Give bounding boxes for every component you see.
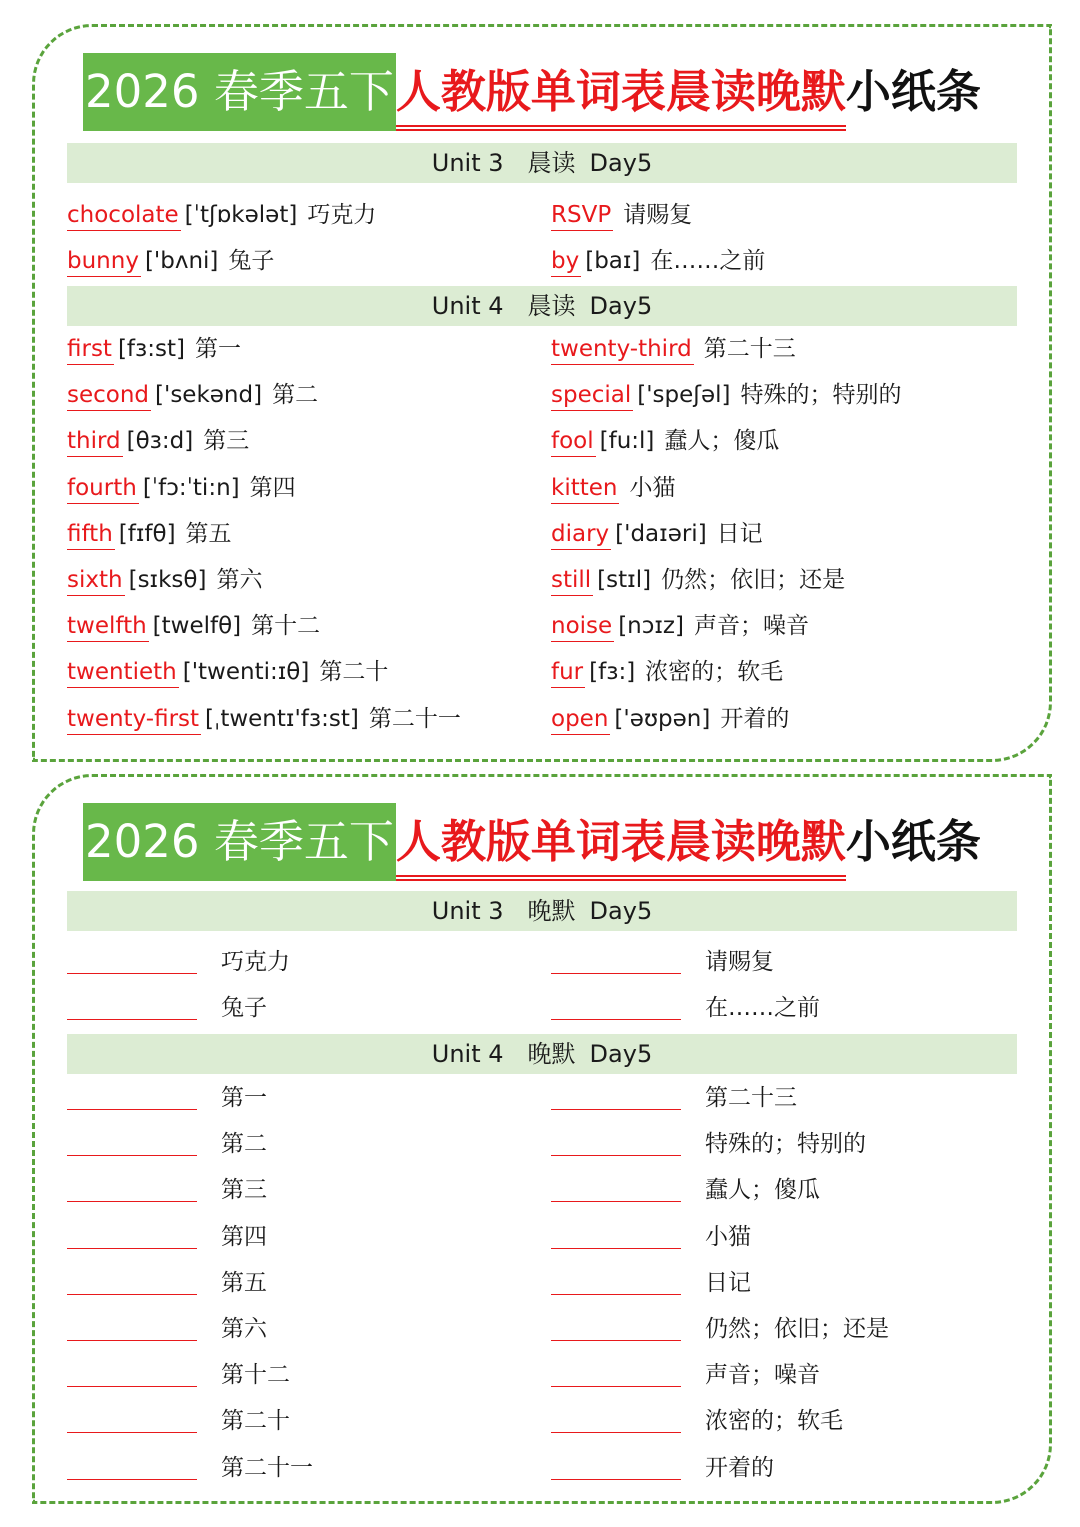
- english-word: twelfth: [67, 611, 149, 642]
- answer-blank[interactable]: [551, 1248, 681, 1249]
- chinese-prompt: 蠢人；傻瓜: [705, 1177, 820, 1204]
- chinese-meaning: 第四: [249, 474, 296, 501]
- title-green-part: 2026 春季五下: [83, 803, 396, 881]
- title-red-part: 人教版单词表晨读晚默: [396, 803, 846, 881]
- answer-blank[interactable]: [551, 1201, 681, 1202]
- chinese-prompt: 第二十一: [221, 1454, 313, 1481]
- day-label: Day5: [589, 897, 653, 925]
- english-word: sixth: [67, 565, 125, 596]
- chinese-meaning: 仍然；依旧；还是: [661, 567, 846, 593]
- phonetic: [fɪfθ]: [118, 520, 176, 547]
- word-entry: [67, 560, 262, 600]
- word-entry: [67, 652, 388, 692]
- chinese-meaning: 第二十三: [703, 336, 796, 362]
- answer-blank[interactable]: [67, 1155, 197, 1156]
- unit-label: Unit 3: [431, 149, 504, 177]
- mode-label: 晨读: [527, 292, 576, 320]
- unit3-morning-header: [67, 143, 1017, 183]
- title-red-part: 人教版单词表晨读晚默: [396, 53, 846, 131]
- day-label: Day5: [589, 149, 653, 177]
- english-word: by: [551, 246, 581, 277]
- chinese-meaning: 特殊的；特别的: [740, 382, 902, 409]
- english-word: twenty-first: [67, 704, 201, 735]
- phonetic: [ˈtʃɒkələt]: [184, 202, 298, 228]
- answer-blank[interactable]: [551, 973, 681, 974]
- answer-blank[interactable]: [67, 1432, 197, 1433]
- phonetic: [θɜ:d]: [126, 428, 194, 455]
- phonetic: [ˈfɔ:ˈti:n]: [142, 474, 240, 501]
- day-label: Day5: [589, 1040, 653, 1068]
- chinese-prompt: 在……之前: [705, 995, 820, 1022]
- phonetic: [ˌtwentɪ'fɜ:st]: [205, 705, 359, 732]
- answer-blank[interactable]: [67, 1294, 197, 1295]
- chinese-meaning: 小猫: [629, 474, 676, 501]
- english-word: twenty-third: [551, 334, 694, 365]
- chinese-prompt: 开着的: [705, 1454, 774, 1481]
- chinese-meaning: 第三: [203, 428, 250, 455]
- chinese-meaning: 第二十一: [368, 705, 461, 732]
- chinese-meaning: 兔子: [228, 248, 275, 275]
- word-entry: [551, 375, 902, 415]
- phonetic: [sɪksθ]: [128, 567, 207, 593]
- answer-blank[interactable]: [551, 1432, 681, 1433]
- chinese-meaning: 巧克力: [307, 202, 377, 228]
- word-entry: [551, 652, 783, 692]
- english-word: fourth: [67, 473, 139, 504]
- english-word: bunny: [67, 246, 141, 277]
- phonetic: [baɪ]: [585, 248, 641, 275]
- chinese-prompt: 第六: [221, 1316, 267, 1342]
- chinese-meaning: 第十二: [251, 613, 321, 640]
- mode-label: 晨读: [527, 149, 576, 177]
- chinese-prompt: 第五: [221, 1269, 267, 1296]
- chinese-prompt: 第二十: [221, 1408, 290, 1435]
- english-word: fifth: [67, 519, 115, 550]
- page-title: [83, 53, 981, 131]
- chinese-prompt: 日记: [705, 1269, 751, 1296]
- phonetic: [stɪl]: [597, 567, 652, 593]
- word-entry: [67, 606, 320, 646]
- word-entry: [551, 468, 675, 508]
- english-word: still: [551, 565, 593, 596]
- english-word: fur: [551, 657, 585, 688]
- english-word: special: [551, 380, 633, 411]
- word-entry: [551, 560, 845, 600]
- morning-reading-card: [32, 24, 1052, 762]
- page-title: [83, 803, 981, 881]
- phonetic: [fɜ:]: [589, 659, 636, 686]
- unit-label: Unit 4: [431, 1040, 504, 1068]
- chinese-meaning: 在……之前: [650, 248, 766, 275]
- english-word: diary: [551, 519, 611, 550]
- answer-blank[interactable]: [67, 1109, 197, 1110]
- word-entry: [67, 195, 376, 235]
- phonetic: [fu:l]: [599, 428, 655, 455]
- chinese-meaning: 第一: [194, 336, 241, 362]
- chinese-meaning: 第五: [185, 520, 232, 547]
- chinese-prompt: 特殊的；特别的: [705, 1131, 866, 1158]
- phonetic: [nɔɪz]: [618, 613, 684, 640]
- word-entry: [551, 606, 809, 646]
- chinese-prompt: 仍然；依旧；还是: [705, 1316, 889, 1342]
- phonetic: [fɜ:st]: [117, 336, 185, 362]
- answer-blank[interactable]: [551, 1479, 681, 1480]
- title-black-part: 小纸条: [845, 815, 981, 868]
- title-green-part: 2026 春季五下: [83, 53, 396, 131]
- chinese-meaning: 声音；噪音: [693, 613, 809, 640]
- word-entry: [67, 375, 318, 415]
- chinese-prompt: 第二十三: [705, 1085, 797, 1111]
- chinese-meaning: 日记: [716, 520, 763, 547]
- phonetic: ['speʃəl]: [637, 382, 731, 409]
- phonetic: [twelfθ]: [152, 613, 242, 640]
- answer-blank[interactable]: [67, 1340, 197, 1341]
- answer-blank[interactable]: [67, 1201, 197, 1202]
- mode-label: 晚默: [527, 897, 576, 925]
- english-word: open: [551, 704, 610, 735]
- word-entry: [551, 699, 789, 739]
- title-black-part: 小纸条: [845, 65, 981, 118]
- answer-blank[interactable]: [551, 1386, 681, 1387]
- answer-blank[interactable]: [551, 1155, 681, 1156]
- chinese-meaning: 第二十: [319, 659, 389, 686]
- word-entry: [551, 514, 763, 554]
- word-entry: [67, 468, 296, 508]
- answer-blank[interactable]: [67, 973, 197, 974]
- evening-dictation-card: [32, 774, 1052, 1504]
- word-entry: [551, 241, 765, 281]
- answer-blank[interactable]: [67, 1248, 197, 1249]
- chinese-prompt: 巧克力: [221, 949, 290, 975]
- chinese-prompt: 请赐复: [705, 949, 774, 975]
- chinese-prompt: 兔子: [221, 995, 267, 1022]
- word-entry: [67, 421, 249, 461]
- english-word: third: [67, 426, 123, 457]
- chinese-prompt: 第十二: [221, 1362, 290, 1389]
- phonetic: ['daɪəri]: [615, 520, 707, 547]
- chinese-prompt: 声音；噪音: [705, 1362, 820, 1389]
- chinese-prompt: 小猫: [705, 1223, 751, 1250]
- chinese-meaning: 浓密的；软毛: [645, 659, 784, 686]
- word-entry: [67, 329, 241, 369]
- word-entry: [551, 195, 692, 235]
- word-entry: [67, 514, 232, 554]
- day-label: Day5: [589, 292, 653, 320]
- english-word: fool: [551, 426, 596, 457]
- answer-blank[interactable]: [551, 1340, 681, 1341]
- english-word: first: [67, 334, 114, 365]
- word-entry: [551, 421, 779, 461]
- phonetic: ['sekənd]: [155, 382, 263, 409]
- chinese-prompt: 第三: [221, 1177, 267, 1204]
- english-word: chocolate: [67, 200, 181, 231]
- unit4-evening-header: [67, 1034, 1017, 1074]
- chinese-meaning: 蠢人；傻瓜: [664, 428, 780, 455]
- english-word: kitten: [551, 473, 619, 504]
- answer-blank[interactable]: [551, 1019, 681, 1020]
- chinese-prompt: 第四: [221, 1223, 267, 1250]
- unit-label: Unit 3: [431, 897, 504, 925]
- answer-blank[interactable]: [551, 1109, 681, 1110]
- mode-label: 晚默: [527, 1040, 576, 1068]
- unit3-evening-header: [67, 891, 1017, 931]
- answer-blank[interactable]: [551, 1294, 681, 1295]
- chinese-prompt: 第二: [221, 1131, 267, 1158]
- chinese-meaning: 开着的: [720, 705, 790, 732]
- word-entry: [67, 241, 274, 281]
- chinese-meaning: 第六: [216, 567, 263, 593]
- unit4-morning-header: [67, 286, 1017, 326]
- word-entry: [67, 699, 461, 739]
- english-word: twentieth: [67, 657, 179, 688]
- unit-label: Unit 4: [431, 292, 504, 320]
- answer-blank[interactable]: [67, 1479, 197, 1480]
- english-word: RSVP: [551, 200, 613, 231]
- english-word: noise: [551, 611, 614, 642]
- chinese-prompt: 第一: [221, 1085, 267, 1111]
- word-entry: [551, 329, 796, 369]
- phonetic: ['twenti:ɪθ]: [182, 659, 310, 686]
- chinese-meaning: 请赐复: [623, 202, 693, 228]
- answer-blank[interactable]: [67, 1386, 197, 1387]
- chinese-prompt: 浓密的；软毛: [705, 1408, 843, 1435]
- phonetic: ['bʌni]: [144, 248, 219, 275]
- answer-blank[interactable]: [67, 1019, 197, 1020]
- english-word: second: [67, 380, 151, 411]
- phonetic: ['əʊpən]: [614, 705, 711, 732]
- chinese-meaning: 第二: [272, 382, 319, 409]
